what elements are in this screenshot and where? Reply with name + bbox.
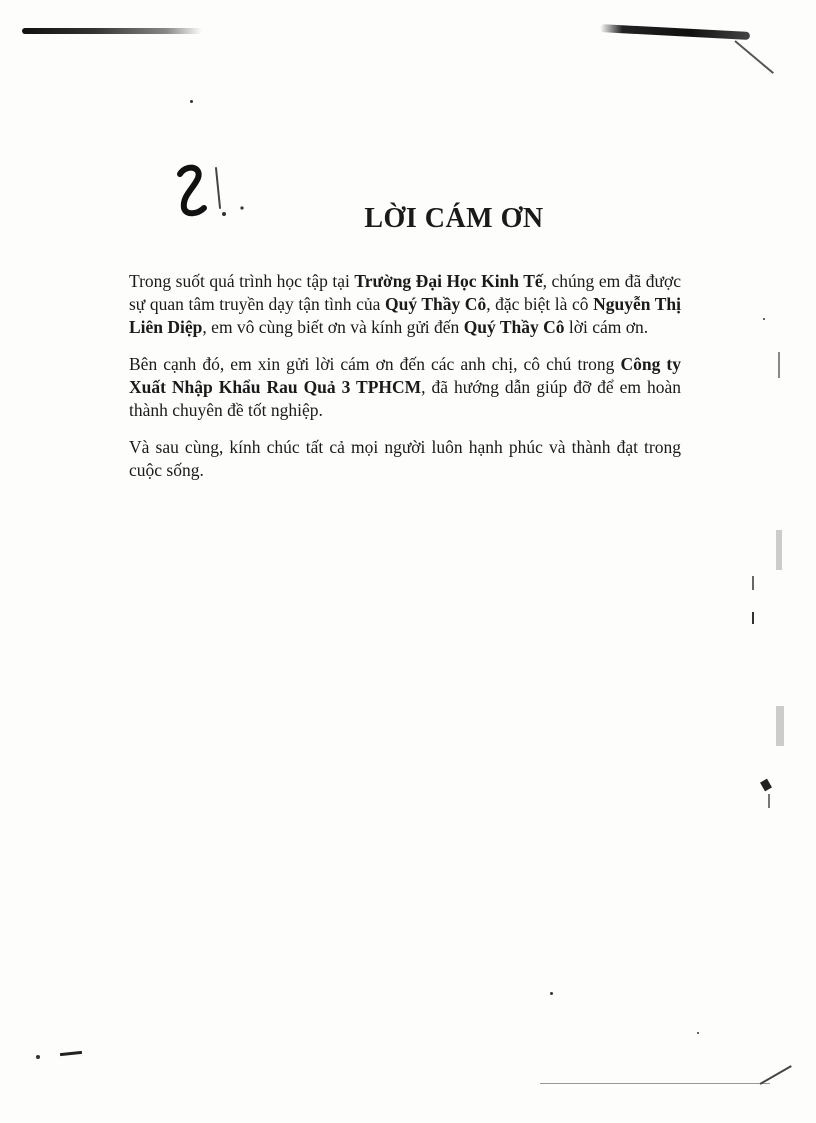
text-run: Bên cạnh đó, em xin gửi lời cám ơn đến các anh chị, cô chú trong [129, 354, 621, 374]
scan-speck [697, 1032, 699, 1034]
page-title-text: LỜI CÁM ƠN [364, 203, 544, 234]
bold-run: Quý Thầy Cô [463, 317, 565, 337]
acknowledgement-body [129, 270, 681, 496]
edge-speck [776, 706, 784, 746]
scan-artifact-top-left [22, 28, 202, 34]
scan-speck [550, 992, 553, 995]
scan-artifact-bottom-left [60, 1051, 82, 1056]
paragraph [129, 436, 681, 482]
scan-speck [190, 100, 193, 103]
edge-speck [776, 530, 782, 570]
text-run: , đã hướng dẫn giúp đỡ để em hoàn thành chuyên đề tốt nghiệp. [129, 377, 681, 420]
text-run: , em vô cùng biết ơn và kính gửi đến [202, 317, 464, 337]
paragraph [129, 270, 681, 339]
scan-artifact-bottom-line [540, 1083, 770, 1084]
text-run: , đặc biệt là cô [486, 294, 594, 314]
scan-artifact-top-right [600, 24, 750, 40]
edge-speck [752, 576, 754, 590]
text-run: Và sau cùng, kính chúc tất cả mọi người luôn hạnh phúc và thành đạt trong cuộc sống. [129, 437, 681, 480]
text-run: , chúng em đã được sự quan tâm truyền dạy tận tình của [129, 271, 681, 314]
edge-speck [752, 612, 754, 624]
text-run: Trong suốt quá trình học tập tại [129, 271, 355, 291]
paragraph [129, 353, 681, 422]
page-title [0, 203, 816, 235]
bold-run: Công ty Xuất Nhập Khẩu Rau Quả 3 TPHCM [129, 354, 682, 397]
bold-run: Nguyễn Thị Liên Diệp [129, 294, 682, 337]
scan-artifact-corner-tail [734, 40, 774, 74]
edge-speck [768, 794, 770, 808]
edge-speck [778, 352, 780, 378]
bold-run: Quý Thầy Cô [384, 294, 487, 314]
bold-run: Trường Đại Học Kinh Tế [354, 271, 543, 291]
scan-speck [36, 1055, 40, 1059]
edge-speck [760, 779, 772, 792]
scan-speck [763, 318, 765, 320]
text-run: lời cám ơn. [564, 317, 649, 337]
scan-artifact-bottom-corner [760, 1065, 792, 1084]
